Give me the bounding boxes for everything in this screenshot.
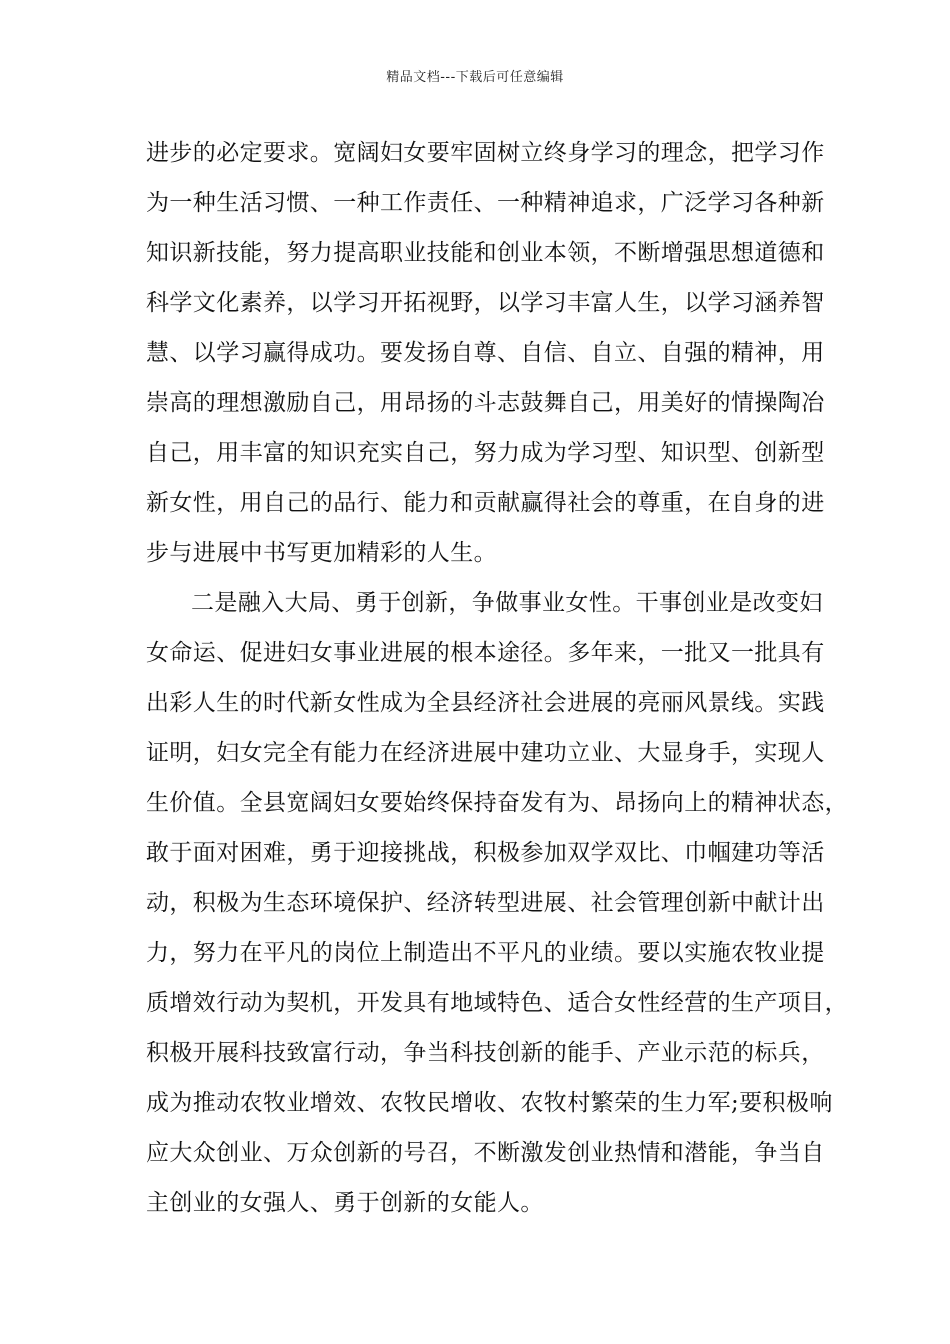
text-line: 应大众创业、万众创新的号召，不断激发创业热情和潜能，争当自 [146, 1140, 825, 1166]
text-line: 质增效行动为契机，开发具有地域特色、适合女性经营的生产项目， [146, 990, 848, 1016]
text-line: 证明，妇女完全有能力在经济进展中建功立业、大显身手，实现人 [146, 740, 825, 766]
text-line: 新女性，用自己的品行、能力和贡献赢得社会的尊重，在自身的进 [146, 490, 825, 516]
text-line: 科学文化素养，以学习开拓视野，以学习丰富人生，以学习涵养智 [146, 290, 825, 316]
text-line: 动，积极为生态环境保护、经济转型进展、社会管理创新中献计出 [146, 890, 825, 916]
text-line: 积极开展科技致富行动，争当科技创新的能手、产业示范的标兵， [146, 1040, 825, 1066]
text-line: 进步的必定要求。宽阔妇女要牢固树立终身学习的理念，把学习作 [146, 140, 825, 166]
text-line: 出彩人生的时代新女性成为全县经济社会进展的亮丽风景线。实践 [146, 690, 825, 716]
text-line: 成为推动农牧业增效、农牧民增收、农牧村繁荣的生力军;要积极响 [146, 1090, 833, 1116]
paragraph-first-line: 二是融入大局、勇于创新，争做事业女性。干事创业是改变妇 [191, 590, 823, 616]
text-line: 步与进展中书写更加精彩的人生。 [146, 540, 497, 566]
text-line: 女命运、促进妇女事业进展的根本途径。多年来，一批又一批具有 [146, 640, 825, 666]
text-line: 生价值。全县宽阔妇女要始终保持奋发有为、昂扬向上的精神状态， [146, 790, 848, 816]
text-line: 知识新技能，努力提高职业技能和创业本领，不断增强思想道德和 [146, 240, 825, 266]
text-line: 主创业的女强人、勇于创新的女能人。 [146, 1190, 544, 1216]
text-line: 为一种生活习惯、一种工作责任、一种精神追求，广泛学习各种新 [146, 190, 825, 216]
text-line: 慧、以学习赢得成功。要发扬自尊、自信、自立、自强的精神，用 [146, 340, 825, 366]
text-line: 敢于面对困难，勇于迎接挑战，积极参加双学双比、巾帼建功等活 [146, 840, 825, 866]
text-line: 崇高的理想激励自己，用昂扬的斗志鼓舞自己，用美好的情操陶冶 [146, 390, 825, 416]
document-body [146, 128, 848, 1228]
text-line: 自己，用丰富的知识充实自己，努力成为学习型、知识型、创新型 [146, 440, 825, 466]
text-line: 力，努力在平凡的岗位上制造出不平凡的业绩。要以实施农牧业提 [146, 940, 825, 966]
page-header: 精品文档---下载后可任意编辑 [386, 70, 564, 85]
